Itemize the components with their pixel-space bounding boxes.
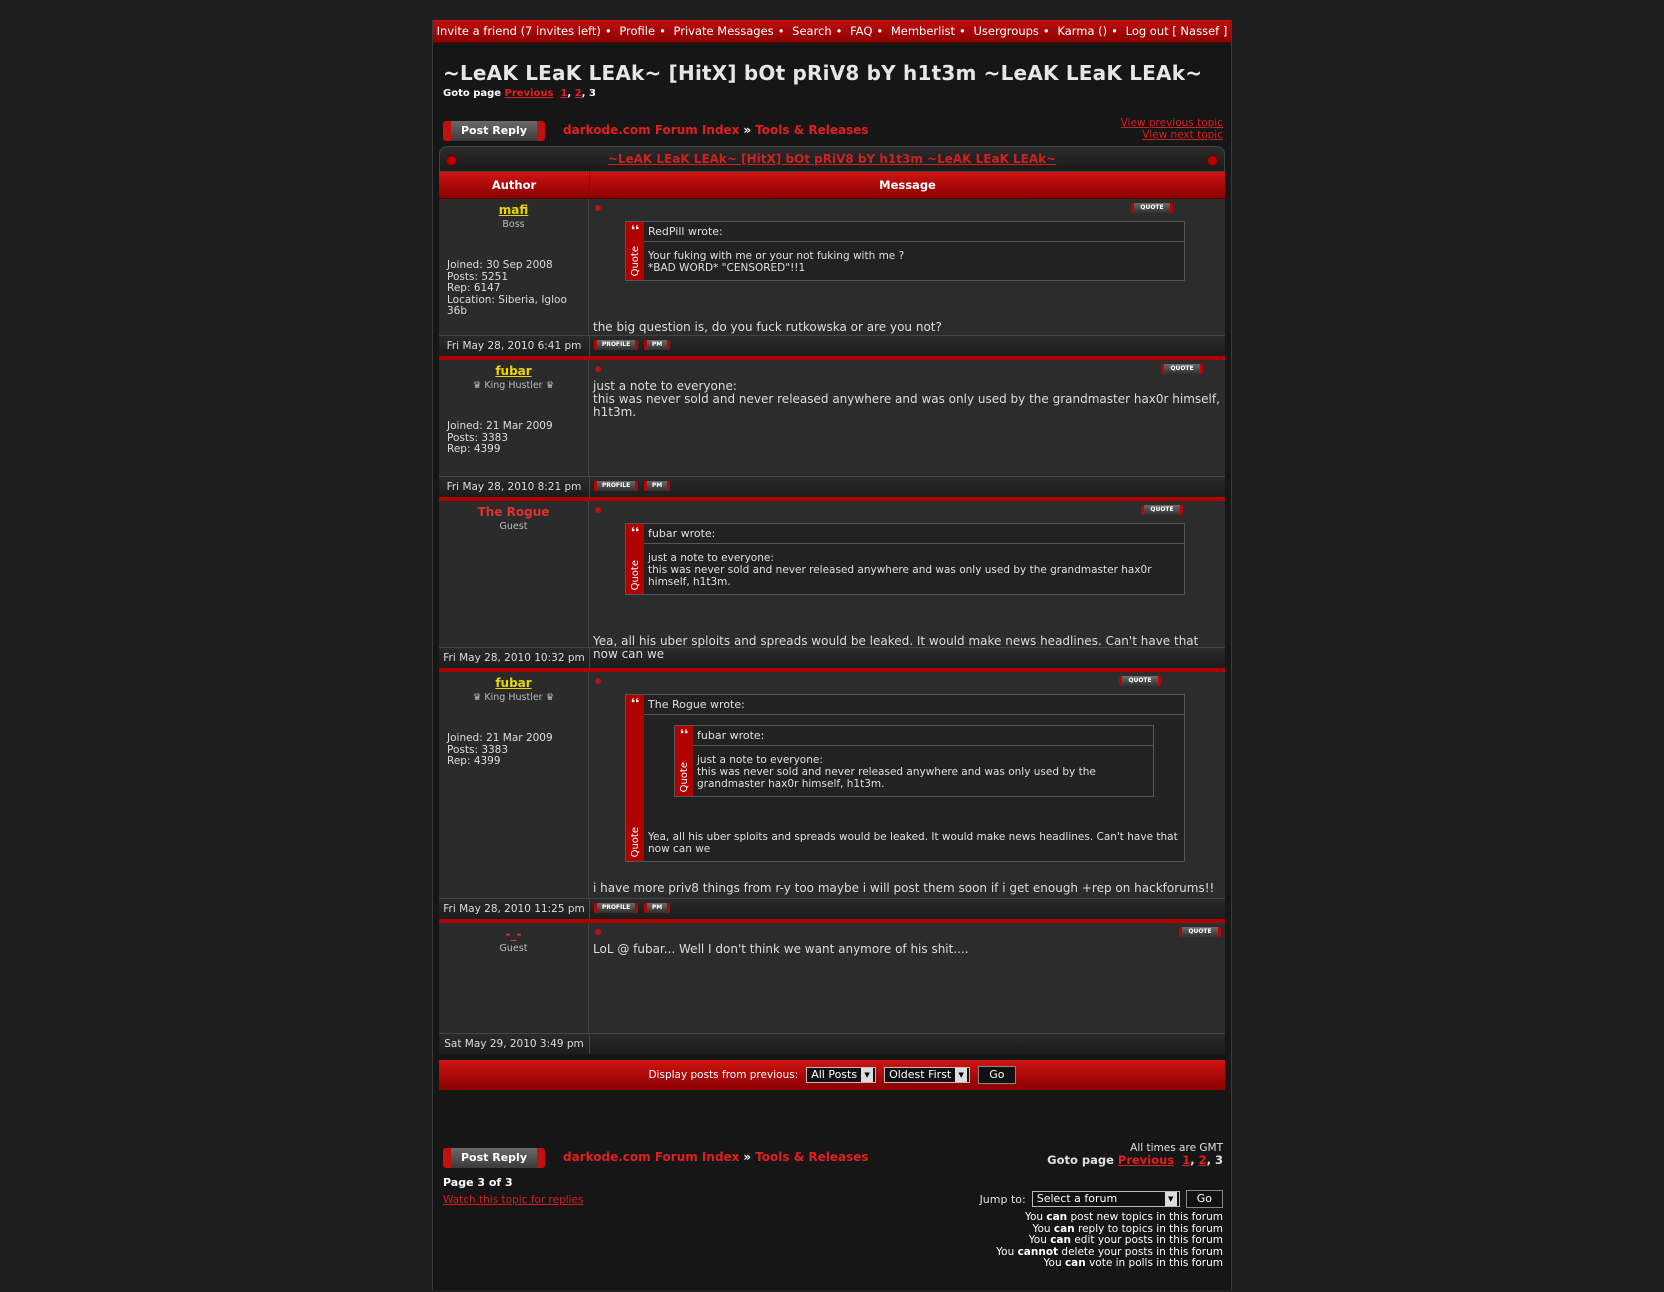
quote-mark-icon: ❛❛ <box>630 525 640 539</box>
page-1-link[interactable]: 1 <box>1182 1153 1191 1167</box>
watch-topic-link[interactable]: Watch this topic for replies <box>443 1194 584 1206</box>
post-row <box>439 672 1225 899</box>
author-details: Joined: 21 Mar 2009 Posts: 3383 Rep: 4399 <box>447 732 553 767</box>
profile-button[interactable]: PROFILE <box>594 340 638 350</box>
page-wrapper <box>432 20 1232 1290</box>
post-footer <box>439 477 1225 501</box>
post-author <box>439 360 589 476</box>
post-author <box>439 501 589 647</box>
view-previous-topic-link[interactable]: View previous topic <box>1120 117 1223 129</box>
nav-faq[interactable]: FAQ <box>850 24 873 38</box>
author-rank: ♛ King Hustler ♛ <box>472 380 555 391</box>
message-column-header: Message <box>879 178 936 192</box>
quote-button[interactable]: QUOTE <box>1119 676 1161 686</box>
post-body <box>589 360 1225 476</box>
quote-mark-icon: ❛❛ <box>630 223 640 237</box>
topic-navigation <box>1121 117 1223 141</box>
post-row <box>439 199 1225 336</box>
post-icon <box>595 205 601 211</box>
posts-range-select[interactable]: All Posts ▼ <box>806 1067 876 1083</box>
post-row <box>439 360 1225 477</box>
bottom-bar <box>433 1142 1231 1292</box>
author-rank: Guest <box>499 521 528 532</box>
timezone-note: All times are GMT <box>1130 1142 1223 1154</box>
quote-button[interactable]: QUOTE <box>1161 364 1203 374</box>
author-rank: ♛ King Hustler ♛ <box>472 692 555 703</box>
author-name[interactable]: fubar <box>495 676 532 690</box>
pm-button[interactable]: PM <box>644 340 670 350</box>
permission-line: You can post new topics in this forum <box>1024 1211 1223 1223</box>
post-body <box>589 923 1225 1033</box>
jump-to <box>980 1190 1223 1208</box>
current-page: 3 <box>1214 1153 1223 1167</box>
post-icon <box>595 678 601 684</box>
nav-profile[interactable]: Profile <box>619 24 656 38</box>
post-date: Sat May 29, 2010 3:49 pm <box>439 1034 590 1054</box>
caption-right-dot-icon <box>1207 155 1218 166</box>
post-message: i have more priv8 things from r-y too maybe i will post them soon if i get enough +rep on hackforums!! <box>593 881 1215 895</box>
post-row <box>439 923 1225 1034</box>
post-message: Yea, all his uber sploits and spreads would be leaked. It would make news headlines. Can't have that now can we <box>593 634 1199 661</box>
breadcrumb: darkode.com Forum Index » Tools & Releases <box>563 123 869 137</box>
post-message: the big question is, do you fuck rutkowska or are you not? <box>593 320 942 334</box>
profile-button[interactable]: PROFILE <box>594 903 638 913</box>
quote-text: Your fuking with me or your not fuking with me ? *BAD WORD* "CENSORED"!!1 <box>648 250 905 274</box>
quote-block: ❛❛ Quote RedPill wrote: Your fuking with me or your not fuking with me ? *BAD WORD* "CENSORED"!!1 <box>625 221 1185 281</box>
nav-memberlist[interactable]: Memberlist <box>890 24 956 38</box>
quote-button[interactable]: QUOTE <box>1131 203 1173 213</box>
post-reply-button[interactable]: Post Reply <box>443 121 545 141</box>
table-header <box>439 172 1225 199</box>
post-icon <box>595 366 601 372</box>
permission-line: You can vote in polls in this forum <box>1043 1257 1223 1269</box>
post-author <box>439 199 589 335</box>
jump-go-button[interactable]: Go <box>1186 1190 1223 1208</box>
author-details: Joined: 21 Mar 2009 Posts: 3383 Rep: 4399 <box>447 420 553 455</box>
post-body <box>589 199 1225 335</box>
post-date: Fri May 28, 2010 11:25 pm <box>439 899 590 919</box>
nav-invite[interactable]: Invite a friend (7 invites left) <box>436 24 601 38</box>
caption-topic-link[interactable]: ~LeAK LEaK LEAk~ [HitX] bOt pRiV8 bY h1t3m ~LeAK LEaK LEAk~ <box>607 152 1057 166</box>
post-icon <box>595 929 601 935</box>
quote-block: ❛❛ Quote fubar wrote: just a note to everyone: this was never sold and never released anywhere and was only used by the grandmaster hax0r himself, h1t3m. <box>625 523 1185 595</box>
post-footer <box>439 1034 1225 1054</box>
prev-page-link[interactable]: Previous <box>1117 1153 1175 1167</box>
page-2-link[interactable]: 2 <box>1198 1153 1207 1167</box>
display-label: Display posts from previous: <box>648 1069 799 1081</box>
permissions-list <box>996 1212 1223 1270</box>
quote-button[interactable]: QUOTE <box>1141 505 1183 515</box>
pm-button[interactable]: PM <box>644 903 670 913</box>
permission-line: You can edit your posts in this forum <box>1028 1234 1223 1246</box>
topic-title[interactable]: ~LeAK LEaK LEAk~ [HitX] bOt pRiV8 bY h1t3m ~LeAK LEaK LEAk~ <box>443 61 1203 85</box>
post-message: just a note to everyone: this was never sold and never released anywhere and was only used by the grandmaster hax0r himself, h1t3m. <box>593 379 1220 419</box>
post-icon <box>595 507 601 513</box>
quote-text: just a note to everyone: this was never sold and never released anywhere and was only used by the grandmaster hax0r himself, h1t3m. <box>697 754 1096 790</box>
post-body <box>589 501 1225 661</box>
top-navigation: Invite a friend (7 invites left) • Profile • Private Messages • Search • FAQ • Memberlist • Usergroups • Karma () • Log out [ Nassef ] <box>433 20 1231 43</box>
page-1-link[interactable]: 1 <box>560 88 568 99</box>
quote-block: ❛❛ Quote The Rogue wrote: ❛❛ Quote fubar wrote: just a note to everyone: this was never sold and never released anywhere and was only used by the grandmaster hax0r himself, h1t3m. Yea, all his uber sploits and spreads would be leaked. It would make news headlines. Can't have that now can we <box>625 694 1185 862</box>
quote-header: fubar wrote: <box>693 726 1153 746</box>
permission-line: You can reply to topics in this forum <box>1032 1222 1223 1235</box>
author-rank: Boss <box>502 219 525 230</box>
post-body <box>589 672 1225 898</box>
page-of-pages: Page 3 of 3 <box>443 1176 513 1189</box>
display-options-bar <box>439 1060 1225 1090</box>
jump-forum-select[interactable]: Select a forum ▼ <box>1032 1191 1180 1207</box>
nested-quote-block: ❛❛ Quote fubar wrote: just a note to everyone: this was never sold and never released anywhere and was only used by the grandmaster hax0r himself, h1t3m. <box>674 725 1154 797</box>
permission-line: You cannot delete your posts in this forum <box>996 1245 1223 1258</box>
bottom-goto: All times are GMT Goto page Previous 1, 2, 3 <box>1047 1142 1223 1167</box>
pm-button[interactable]: PM <box>644 481 670 491</box>
prev-page-link[interactable]: Previous <box>504 88 554 99</box>
goto-page: Goto page Previous 1, 2, 3 <box>443 88 596 99</box>
post-reply-button-bottom[interactable]: Post Reply <box>443 1148 545 1168</box>
nav-usergroups[interactable]: Usergroups <box>973 24 1039 38</box>
post-footer <box>439 899 1225 923</box>
quote-text: Yea, all his uber sploits and spreads would be leaked. It would make news headlines. Can't have that now can we <box>648 831 1178 855</box>
breadcrumb-bottom: darkode.com Forum Index » Tools & Releases <box>563 1150 869 1164</box>
display-go-button[interactable]: Go <box>978 1066 1015 1084</box>
quote-header: The Rogue wrote: <box>644 695 1184 715</box>
profile-button[interactable]: PROFILE <box>594 481 638 491</box>
nav-karma[interactable]: Karma () <box>1057 24 1108 38</box>
author-name[interactable]: fubar <box>495 364 532 378</box>
jump-label: Jump to: <box>979 1192 1026 1206</box>
view-next-topic-link[interactable]: View next topic <box>1142 129 1223 141</box>
forum-index-link[interactable]: darkode.com Forum Index <box>563 123 740 137</box>
author-name: -_- <box>505 927 522 941</box>
quote-header: fubar wrote: <box>644 524 1184 544</box>
post-footer <box>439 336 1225 360</box>
forum-link[interactable]: Tools & Releases <box>755 1150 869 1164</box>
author-column-header: Author <box>439 172 590 198</box>
quote-button[interactable]: QUOTE <box>1179 927 1221 937</box>
author-rank: Guest <box>499 943 528 954</box>
nav-logout[interactable]: Log out [ Nassef ] <box>1125 24 1228 38</box>
forum-index-link[interactable]: darkode.com Forum Index <box>563 1150 740 1164</box>
post-message: LoL @ fubar... Well I don't think we want anymore of his shit.... <box>593 942 969 956</box>
author-name: The Rogue <box>477 505 550 519</box>
page-2-link[interactable]: 2 <box>574 88 582 99</box>
quote-mark-icon: ❛❛ <box>630 696 640 710</box>
post-date: Fri May 28, 2010 6:41 pm <box>439 336 590 356</box>
current-page: 3 <box>588 88 596 99</box>
quote-mark-icon: ❛❛ <box>679 727 689 741</box>
author-details: Joined: 30 Sep 2008 Posts: 5251 Rep: 6147 Location: Siberia, Igloo 36b <box>447 259 567 317</box>
table-caption <box>439 146 1225 172</box>
post-footer <box>439 648 1225 672</box>
author-name[interactable]: mafi <box>498 203 529 217</box>
post-author <box>439 672 589 898</box>
nav-search[interactable]: Search <box>792 24 832 38</box>
caption-left-dot-icon <box>446 155 457 166</box>
quote-text: just a note to everyone: this was never sold and never released anywhere and was only used by the grandmaster hax0r himself, h1t3m. <box>648 552 1152 588</box>
post-date: Fri May 28, 2010 10:32 pm <box>439 648 590 668</box>
nav-private-messages[interactable]: Private Messages <box>673 24 774 38</box>
posts-order-select[interactable]: Oldest First ▼ <box>884 1067 970 1083</box>
quote-header: RedPill wrote: <box>644 222 1184 242</box>
post-author <box>439 923 589 1033</box>
post-date: Fri May 28, 2010 8:21 pm <box>439 477 590 497</box>
forum-link[interactable]: Tools & Releases <box>755 123 869 137</box>
posts-table <box>439 146 1225 1090</box>
